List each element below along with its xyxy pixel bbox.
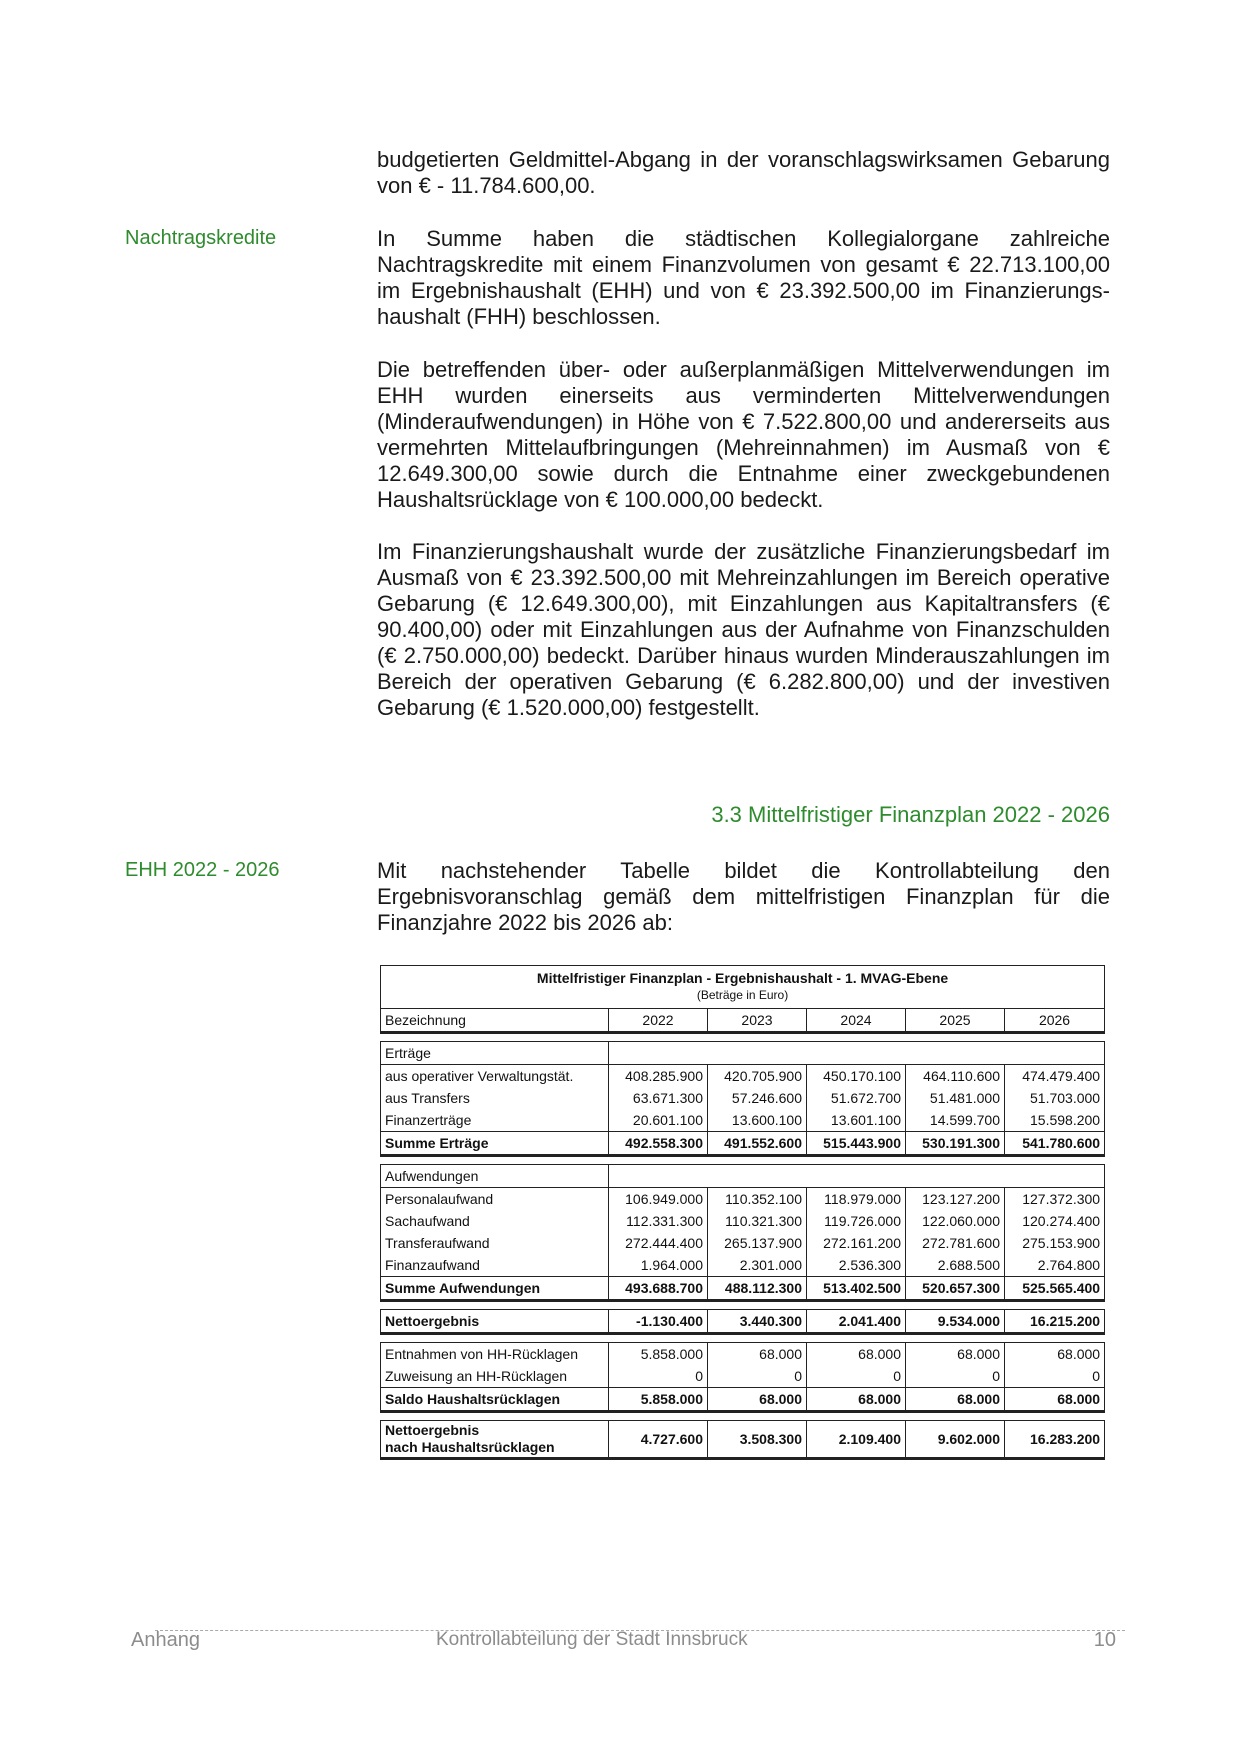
- header-2022: 2022: [609, 1009, 708, 1034]
- cell-2023: 3.508.300: [708, 1420, 807, 1460]
- cell-2022: 272.444.400: [609, 1232, 708, 1254]
- cell-2022: 5.858.000: [609, 1342, 708, 1365]
- cell-2024: 2.109.400: [807, 1420, 906, 1460]
- margin-label-nachtragskredite: Nachtragskredite: [125, 227, 277, 249]
- table-row: [380, 1188, 1105, 1210]
- paragraph-finanzierungshaushalt: Im Finanzierungshaushalt wurde der zusätzliche Finanzierungsbedarf im Ausmaß von € 23.392.500,00 mit Mehreinzahlungen im Bereich operative Gebarung (€ 12.649.300,00), mit Einzahlungen aus Kapitaltransfers (€ 90.400,00) oder mit Einzahlungen aus der Aufnahme von Finanzschulden (€ 2.750.000,00) bedeckt. Darüber hinaus wurden Minderauszahlungen im Bereich der operativen Gebarung (€ 6.282.800,00) und der investiven Gebarung (€ 1.520.000,00) festgestellt.: [377, 539, 1110, 720]
- table-row: [380, 1109, 1105, 1131]
- cell-2026: 51.703.000: [1005, 1087, 1105, 1109]
- cell-2023: 110.352.100: [708, 1188, 807, 1210]
- cell-2026: 15.598.200: [1005, 1109, 1105, 1131]
- cell-2026: 2.764.800: [1005, 1254, 1105, 1276]
- cell-2023: 491.552.600: [708, 1131, 807, 1157]
- cell-2024: 13.601.100: [807, 1109, 906, 1131]
- cell-2023: 3.440.300: [708, 1309, 807, 1335]
- cell-2022: 0: [609, 1365, 708, 1387]
- header-bezeichnung: Bezeichnung: [380, 1009, 609, 1034]
- cell-2023: 488.112.300: [708, 1276, 807, 1302]
- table-subtitle: (Beträge in Euro): [696, 988, 789, 1002]
- cell-2024: 2.536.300: [807, 1254, 906, 1276]
- table-row: [380, 1232, 1105, 1254]
- cell-2026: 16.283.200: [1005, 1420, 1105, 1460]
- cell-2022: 493.688.700: [609, 1276, 708, 1302]
- table-title: Mittelfristiger Finanzplan - Ergebnishaushalt - 1. MVAG-Ebene: [536, 970, 949, 986]
- margin-label-ehh: EHH 2022 - 2026: [125, 859, 280, 881]
- cell-2024: 68.000: [807, 1342, 906, 1365]
- table-row: [380, 1342, 1105, 1365]
- cell-2023: 13.600.100: [708, 1109, 807, 1131]
- header-2024: 2024: [807, 1009, 906, 1034]
- header-2026: 2026: [1005, 1009, 1105, 1034]
- section-empty-aufwendungen: [609, 1164, 1105, 1188]
- cell-2022: 106.949.000: [609, 1188, 708, 1210]
- cell-2025: 0: [906, 1365, 1005, 1387]
- cell-2024: 118.979.000: [807, 1188, 906, 1210]
- row-label: Summe Erträge: [380, 1131, 609, 1157]
- cell-2023: 420.705.900: [708, 1065, 807, 1087]
- cell-2025: 9.602.000: [906, 1420, 1005, 1460]
- table-header-row: [380, 1009, 1105, 1034]
- cell-2023: 68.000: [708, 1342, 807, 1365]
- row-label: aus operativer Verwaltungstät.: [380, 1065, 609, 1087]
- section-heading: 3.3 Mittelfristiger Finanzplan 2022 - 2026: [711, 802, 1110, 827]
- cell-2022: 4.727.600: [609, 1420, 708, 1460]
- cell-2022: 63.671.300: [609, 1087, 708, 1109]
- sum-row-ertraege: [380, 1131, 1105, 1157]
- nettoergebnis-row: [380, 1309, 1105, 1335]
- cell-2025: 530.191.300: [906, 1131, 1005, 1157]
- cell-2026: 127.372.300: [1005, 1188, 1105, 1210]
- row-label: Nettoergebnis: [380, 1309, 609, 1335]
- row-label-double: [380, 1420, 609, 1460]
- cell-2022: 408.285.900: [609, 1065, 708, 1087]
- cell-2024: 272.161.200: [807, 1232, 906, 1254]
- section-label-aufwendungen: Aufwendungen: [380, 1164, 609, 1188]
- cell-2023: 265.137.900: [708, 1232, 807, 1254]
- row-label: Saldo Haushaltsrücklagen: [380, 1387, 609, 1413]
- table-row: [380, 1254, 1105, 1276]
- row-label: Finanzaufwand: [380, 1254, 609, 1276]
- cell-2025: 272.781.600: [906, 1232, 1005, 1254]
- cell-2022: -1.130.400: [609, 1309, 708, 1335]
- row-label: Summe Aufwendungen: [380, 1276, 609, 1302]
- paragraph-geldmittel-abgang: budgetierten Geldmittel-Abgang in der voranschlagswirksamen Gebarung von € - 11.784.600,00.: [377, 147, 1110, 198]
- cell-2026: 474.479.400: [1005, 1065, 1105, 1087]
- table-row: [380, 1365, 1105, 1387]
- paragraph-tabelle-intro: Mit nachstehender Tabelle bildet die Kontrollabteilung den Ergebnisvoranschlag gemäß dem mittelfristigen Finanzplan für die Finanzjahre 2022 bis 2026 ab:: [377, 858, 1110, 935]
- cell-2025: 14.599.700: [906, 1109, 1005, 1131]
- sum-row-aufwendungen: [380, 1276, 1105, 1302]
- row-label-line2: nach Haushaltsrücklagen: [385, 1439, 555, 1455]
- cell-2026: 0: [1005, 1365, 1105, 1387]
- cell-2025: 123.127.200: [906, 1188, 1005, 1210]
- header-2023: 2023: [708, 1009, 807, 1034]
- cell-2022: 112.331.300: [609, 1210, 708, 1232]
- paragraph-mittelverwendungen: Die betreffenden über- oder außerplanmäßigen Mittelverwendungen im EHH wurden einerseits aus verminderten Mittelverwendungen (Minderaufwendungen) in Höhe von € 7.522.800,00 und andererseits aus vermehrten Mittelaufbringungen (Mehreinnahmen) im Ausmaß von € 12.649.300,00 sowie durch die Entnahme einer zweckgebundenen Haushaltsrücklage von € 100.000,00 bedeckt.: [377, 357, 1110, 512]
- table-title-cell: [380, 965, 1105, 1009]
- cell-2023: 2.301.000: [708, 1254, 807, 1276]
- cell-2025: 68.000: [906, 1387, 1005, 1413]
- row-label: Sachaufwand: [380, 1210, 609, 1232]
- cell-2026: 525.565.400: [1005, 1276, 1105, 1302]
- row-label: Finanzerträge: [380, 1109, 609, 1131]
- netto-nach-ruecklagen-row: [380, 1420, 1105, 1460]
- section-label-ertraege: Erträge: [380, 1041, 609, 1065]
- row-label: Transferaufwand: [380, 1232, 609, 1254]
- saldo-row: [380, 1387, 1105, 1413]
- cell-2022: 492.558.300: [609, 1131, 708, 1157]
- cell-2023: 68.000: [708, 1387, 807, 1413]
- table-row: [380, 1087, 1105, 1109]
- footer-center: Kontrollabteilung der Stadt Innsbruck: [436, 1629, 748, 1650]
- section-row-aufwendungen: [380, 1164, 1105, 1188]
- row-label: aus Transfers: [380, 1087, 609, 1109]
- cell-2024: 2.041.400: [807, 1309, 906, 1335]
- table-row: [380, 1210, 1105, 1232]
- finanzplan-table: [380, 965, 1105, 1460]
- finanzplan-table-wrapper: [380, 965, 1105, 1460]
- paragraph-nachtragskredite: In Summe haben die städtischen Kollegialorgane zahlreiche Nachtragskredite mit einem Finanzvolumen von gesamt € 22.713.100,00 im Ergebnishaushalt (EHH) und von € 23.392.500,00 im Finanzierungs-haushalt (FHH) beschlossen.: [377, 226, 1110, 329]
- cell-2025: 9.534.000: [906, 1309, 1005, 1335]
- cell-2026: 120.274.400: [1005, 1210, 1105, 1232]
- cell-2026: 16.215.200: [1005, 1309, 1105, 1335]
- footer-left: Anhang: [131, 1629, 200, 1651]
- cell-2023: 0: [708, 1365, 807, 1387]
- cell-2022: 5.858.000: [609, 1387, 708, 1413]
- page-number: 10: [1093, 1629, 1116, 1651]
- cell-2024: 513.402.500: [807, 1276, 906, 1302]
- cell-2026: 68.000: [1005, 1387, 1105, 1413]
- row-label: Personalaufwand: [380, 1188, 609, 1210]
- cell-2026: 68.000: [1005, 1342, 1105, 1365]
- section-row-ertraege: [380, 1041, 1105, 1065]
- cell-2025: 520.657.300: [906, 1276, 1005, 1302]
- cell-2024: 119.726.000: [807, 1210, 906, 1232]
- cell-2022: 1.964.000: [609, 1254, 708, 1276]
- section-empty-ertraege: [609, 1041, 1105, 1065]
- cell-2023: 57.246.600: [708, 1087, 807, 1109]
- table-row: [380, 1065, 1105, 1087]
- cell-2025: 464.110.600: [906, 1065, 1005, 1087]
- header-2025: 2025: [906, 1009, 1005, 1034]
- cell-2026: 275.153.900: [1005, 1232, 1105, 1254]
- cell-2024: 515.443.900: [807, 1131, 906, 1157]
- cell-2025: 51.481.000: [906, 1087, 1005, 1109]
- row-label: Entnahmen von HH-Rücklagen: [380, 1342, 609, 1365]
- row-label: Zuweisung an HH-Rücklagen: [380, 1365, 609, 1387]
- cell-2026: 541.780.600: [1005, 1131, 1105, 1157]
- cell-2025: 122.060.000: [906, 1210, 1005, 1232]
- cell-2024: 68.000: [807, 1387, 906, 1413]
- cell-2025: 2.688.500: [906, 1254, 1005, 1276]
- cell-2023: 110.321.300: [708, 1210, 807, 1232]
- cell-2025: 68.000: [906, 1342, 1005, 1365]
- cell-2024: 0: [807, 1365, 906, 1387]
- cell-2022: 20.601.100: [609, 1109, 708, 1131]
- row-label-line1: Nettoergebnis: [385, 1422, 480, 1438]
- cell-2024: 51.672.700: [807, 1087, 906, 1109]
- cell-2024: 450.170.100: [807, 1065, 906, 1087]
